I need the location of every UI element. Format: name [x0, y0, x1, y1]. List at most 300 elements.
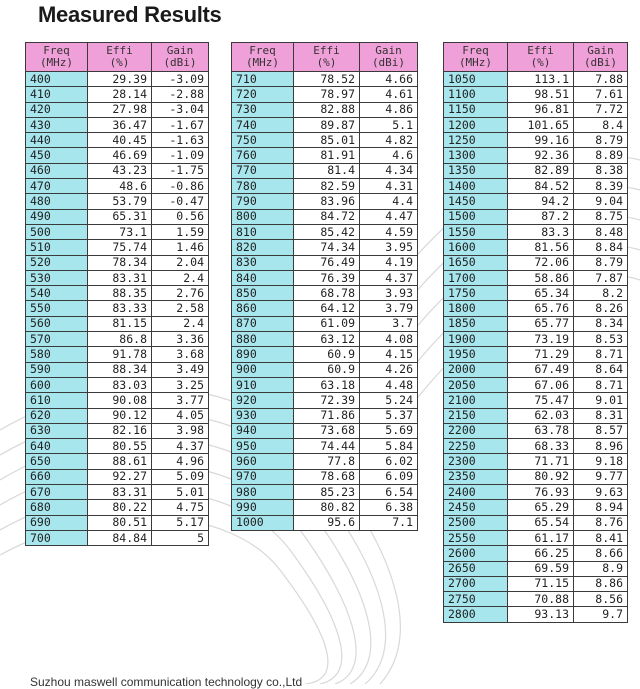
table-row	[232, 72, 418, 87]
table-row	[26, 117, 209, 132]
efficiency-cell: 36.47	[88, 117, 152, 132]
efficiency-cell: 87.2	[508, 209, 574, 224]
gain-cell: 4.66	[360, 72, 418, 87]
table-row	[444, 316, 628, 331]
freq-cell: 850	[232, 286, 294, 301]
efficiency-cell: 101.65	[508, 117, 574, 132]
table-row	[26, 377, 209, 392]
table-row	[232, 179, 418, 194]
gain-cell: -1.09	[152, 148, 209, 163]
table-row	[444, 255, 628, 270]
efficiency-cell: 83.33	[88, 301, 152, 316]
table-row	[444, 561, 628, 576]
gain-cell: 3.79	[360, 301, 418, 316]
freq-cell: 490	[26, 209, 88, 224]
freq-cell: 540	[26, 286, 88, 301]
gain-cell: 3.98	[152, 423, 209, 438]
efficiency-cell: 99.16	[508, 133, 574, 148]
efficiency-cell: 92.27	[88, 469, 152, 484]
table-row	[444, 439, 628, 454]
gain-cell: -1.75	[152, 163, 209, 178]
efficiency-cell: 90.08	[88, 393, 152, 408]
freq-cell: 1100	[444, 87, 508, 102]
efficiency-cell: 78.97	[294, 87, 360, 102]
efficiency-cell: 63.18	[294, 377, 360, 392]
efficiency-cell: 81.15	[88, 316, 152, 331]
freq-cell: 600	[26, 377, 88, 392]
column-header-freq: Freq (MHz)	[232, 43, 294, 72]
gain-cell: -1.63	[152, 133, 209, 148]
gain-cell: 2.4	[152, 316, 209, 331]
efficiency-cell: 66.25	[508, 546, 574, 561]
gain-cell: 5.24	[360, 393, 418, 408]
gain-cell: 4.82	[360, 133, 418, 148]
gain-cell: 8.75	[574, 209, 628, 224]
table-row	[26, 179, 209, 194]
freq-cell: 550	[26, 301, 88, 316]
efficiency-cell: 63.12	[294, 332, 360, 347]
efficiency-cell: 96.81	[508, 102, 574, 117]
efficiency-cell: 86.8	[88, 332, 152, 347]
gain-cell: 2.58	[152, 301, 209, 316]
freq-cell: 500	[26, 224, 88, 239]
header-row	[444, 43, 628, 72]
table-row	[444, 194, 628, 209]
gain-cell: 4.6	[360, 148, 418, 163]
table-row	[26, 255, 209, 270]
gain-cell: 5.84	[360, 439, 418, 454]
efficiency-cell: 83.31	[88, 485, 152, 500]
freq-cell: 760	[232, 148, 294, 163]
efficiency-cell: 61.17	[508, 530, 574, 545]
column-header-gain: Gain (dBi)	[574, 43, 628, 72]
freq-cell: 920	[232, 393, 294, 408]
table-row	[232, 316, 418, 331]
freq-cell: 2800	[444, 607, 508, 622]
gain-cell: 8.34	[574, 316, 628, 331]
table-row	[26, 408, 209, 423]
efficiency-cell: 48.6	[88, 179, 152, 194]
gain-cell: 7.1	[360, 515, 418, 530]
freq-cell: 970	[232, 469, 294, 484]
table-row	[444, 592, 628, 607]
table-row	[444, 332, 628, 347]
freq-cell: 2700	[444, 576, 508, 591]
table-row	[232, 332, 418, 347]
gain-cell: 4.96	[152, 454, 209, 469]
table-row	[444, 117, 628, 132]
freq-cell: 2450	[444, 500, 508, 515]
efficiency-cell: 74.34	[294, 240, 360, 255]
freq-cell: 2250	[444, 439, 508, 454]
freq-cell: 2100	[444, 393, 508, 408]
freq-cell: 750	[232, 133, 294, 148]
table-row	[26, 133, 209, 148]
gain-cell: 6.54	[360, 485, 418, 500]
efficiency-cell: 75.47	[508, 393, 574, 408]
efficiency-cell: 82.88	[294, 102, 360, 117]
efficiency-cell: 63.78	[508, 423, 574, 438]
freq-cell: 790	[232, 194, 294, 209]
freq-cell: 460	[26, 163, 88, 178]
gain-cell: 8.84	[574, 240, 628, 255]
gain-cell: 3.25	[152, 377, 209, 392]
table-row	[26, 423, 209, 438]
gain-cell: 3.68	[152, 347, 209, 362]
gain-cell: -3.04	[152, 102, 209, 117]
table-row	[232, 286, 418, 301]
efficiency-cell: 71.71	[508, 454, 574, 469]
table-row	[444, 72, 628, 87]
company-footer: Suzhou maswell communication technology co.,Ltd	[30, 675, 303, 689]
table-row	[444, 301, 628, 316]
freq-cell: 770	[232, 163, 294, 178]
column-header-effi: Effi (%)	[88, 43, 152, 72]
gain-cell: 8.4	[574, 117, 628, 132]
gain-cell: 7.88	[574, 72, 628, 87]
header-row	[26, 43, 209, 72]
table-row	[232, 423, 418, 438]
gain-cell: 3.36	[152, 332, 209, 347]
freq-cell: 570	[26, 332, 88, 347]
efficiency-cell: 65.29	[508, 500, 574, 515]
table-row	[26, 240, 209, 255]
table-row	[444, 377, 628, 392]
freq-cell: 520	[26, 255, 88, 270]
gain-cell: 8.94	[574, 500, 628, 515]
results-table-3	[443, 42, 628, 623]
gain-cell: 8.86	[574, 576, 628, 591]
gain-cell: 8.56	[574, 592, 628, 607]
efficiency-cell: 83.3	[508, 224, 574, 239]
gain-cell: -3.09	[152, 72, 209, 87]
freq-cell: 1250	[444, 133, 508, 148]
efficiency-cell: 68.78	[294, 286, 360, 301]
table-row	[444, 163, 628, 178]
gain-cell: -2.88	[152, 87, 209, 102]
efficiency-cell: 85.01	[294, 133, 360, 148]
table-row	[232, 377, 418, 392]
efficiency-cell: 78.68	[294, 469, 360, 484]
gain-cell: 6.38	[360, 500, 418, 515]
freq-cell: 510	[26, 240, 88, 255]
efficiency-cell: 94.2	[508, 194, 574, 209]
efficiency-cell: 80.22	[88, 500, 152, 515]
efficiency-cell: 82.16	[88, 423, 152, 438]
table-row	[232, 454, 418, 469]
gain-cell: 8.71	[574, 347, 628, 362]
freq-cell: 1850	[444, 316, 508, 331]
gain-cell: 7.87	[574, 270, 628, 285]
freq-cell: 2350	[444, 469, 508, 484]
table-row	[26, 485, 209, 500]
table-row	[444, 485, 628, 500]
gain-cell: 8.41	[574, 530, 628, 545]
freq-cell: 420	[26, 102, 88, 117]
freq-cell: 840	[232, 270, 294, 285]
efficiency-cell: 65.54	[508, 515, 574, 530]
freq-cell: 870	[232, 316, 294, 331]
gain-cell: 8.89	[574, 148, 628, 163]
freq-cell: 830	[232, 255, 294, 270]
gain-cell: 9.18	[574, 454, 628, 469]
freq-cell: 440	[26, 133, 88, 148]
table-row	[232, 469, 418, 484]
efficiency-cell: 28.14	[88, 87, 152, 102]
efficiency-cell: 71.15	[508, 576, 574, 591]
freq-cell: 820	[232, 240, 294, 255]
freq-cell: 640	[26, 439, 88, 454]
gain-cell: 3.7	[360, 316, 418, 331]
freq-cell: 1150	[444, 102, 508, 117]
efficiency-cell: 80.55	[88, 439, 152, 454]
efficiency-cell: 46.69	[88, 148, 152, 163]
table-row	[26, 270, 209, 285]
gain-cell: 4.75	[152, 500, 209, 515]
column-header-freq: Freq (MHz)	[26, 43, 88, 72]
table-row	[444, 546, 628, 561]
freq-cell: 1600	[444, 240, 508, 255]
efficiency-cell: 76.49	[294, 255, 360, 270]
freq-cell: 630	[26, 423, 88, 438]
efficiency-cell: 65.31	[88, 209, 152, 224]
efficiency-cell: 85.23	[294, 485, 360, 500]
efficiency-cell: 69.59	[508, 561, 574, 576]
efficiency-cell: 84.84	[88, 530, 152, 545]
table-row	[444, 607, 628, 622]
gain-cell: 5	[152, 530, 209, 545]
table-row	[26, 316, 209, 331]
gain-cell: 3.93	[360, 286, 418, 301]
freq-cell: 1750	[444, 286, 508, 301]
table-row	[26, 148, 209, 163]
freq-cell: 530	[26, 270, 88, 285]
gain-cell: 6.09	[360, 469, 418, 484]
freq-cell: 900	[232, 362, 294, 377]
efficiency-cell: 68.33	[508, 439, 574, 454]
efficiency-cell: 89.87	[294, 117, 360, 132]
table-row	[26, 515, 209, 530]
efficiency-cell: 84.72	[294, 209, 360, 224]
table-row	[232, 393, 418, 408]
freq-cell: 2750	[444, 592, 508, 607]
gain-cell: 4.08	[360, 332, 418, 347]
gain-cell: 4.47	[360, 209, 418, 224]
gain-cell: -0.47	[152, 194, 209, 209]
gain-cell: 4.48	[360, 377, 418, 392]
efficiency-cell: 88.35	[88, 286, 152, 301]
efficiency-cell: 72.06	[508, 255, 574, 270]
freq-cell: 2150	[444, 408, 508, 423]
freq-cell: 1450	[444, 194, 508, 209]
gain-cell: 4.86	[360, 102, 418, 117]
freq-cell: 590	[26, 362, 88, 377]
gain-cell: 3.95	[360, 240, 418, 255]
table-row	[232, 408, 418, 423]
efficiency-cell: 113.1	[508, 72, 574, 87]
gain-cell: 8.39	[574, 179, 628, 194]
gain-cell: 5.17	[152, 515, 209, 530]
table-row	[444, 362, 628, 377]
table-row	[232, 133, 418, 148]
table-row	[232, 347, 418, 362]
efficiency-cell: 83.96	[294, 194, 360, 209]
freq-cell: 610	[26, 393, 88, 408]
table-row	[444, 240, 628, 255]
gain-cell: 6.02	[360, 454, 418, 469]
freq-cell: 710	[232, 72, 294, 87]
efficiency-cell: 82.59	[294, 179, 360, 194]
gain-cell: 8.79	[574, 255, 628, 270]
freq-cell: 1900	[444, 332, 508, 347]
table-row	[232, 301, 418, 316]
freq-cell: 400	[26, 72, 88, 87]
freq-cell: 1500	[444, 209, 508, 224]
table-row	[444, 270, 628, 285]
gain-cell: 4.15	[360, 347, 418, 362]
efficiency-cell: 60.9	[294, 362, 360, 377]
efficiency-cell: 64.12	[294, 301, 360, 316]
freq-cell: 940	[232, 423, 294, 438]
table-row	[444, 102, 628, 117]
efficiency-cell: 58.86	[508, 270, 574, 285]
gain-cell: 5.69	[360, 423, 418, 438]
freq-cell: 980	[232, 485, 294, 500]
efficiency-cell: 83.03	[88, 377, 152, 392]
efficiency-cell: 88.34	[88, 362, 152, 377]
freq-cell: 740	[232, 117, 294, 132]
gain-cell: 8.79	[574, 133, 628, 148]
table-row	[232, 255, 418, 270]
gain-cell: 8.96	[574, 439, 628, 454]
freq-cell: 1400	[444, 179, 508, 194]
table-row	[232, 163, 418, 178]
gain-cell: -0.86	[152, 179, 209, 194]
gain-cell: 4.37	[152, 439, 209, 454]
gain-cell: 4.59	[360, 224, 418, 239]
freq-cell: 1350	[444, 163, 508, 178]
gain-cell: 8.71	[574, 377, 628, 392]
efficiency-cell: 80.51	[88, 515, 152, 530]
gain-cell: 8.9	[574, 561, 628, 576]
efficiency-cell: 73.68	[294, 423, 360, 438]
freq-cell: 1800	[444, 301, 508, 316]
efficiency-cell: 60.9	[294, 347, 360, 362]
efficiency-cell: 82.89	[508, 163, 574, 178]
freq-cell: 1950	[444, 347, 508, 362]
freq-cell: 430	[26, 117, 88, 132]
efficiency-cell: 73.1	[88, 224, 152, 239]
table-row	[26, 163, 209, 178]
column-header-gain: Gain (dBi)	[360, 43, 418, 72]
efficiency-cell: 76.93	[508, 485, 574, 500]
gain-cell: 9.01	[574, 393, 628, 408]
freq-cell: 650	[26, 454, 88, 469]
efficiency-cell: 98.51	[508, 87, 574, 102]
gain-cell: 8.48	[574, 224, 628, 239]
gain-cell: 2.04	[152, 255, 209, 270]
freq-cell: 2400	[444, 485, 508, 500]
table-row	[26, 301, 209, 316]
freq-cell: 2500	[444, 515, 508, 530]
table-row	[232, 240, 418, 255]
freq-cell: 2000	[444, 362, 508, 377]
table-row	[444, 224, 628, 239]
gain-cell: 1.46	[152, 240, 209, 255]
table-row	[26, 87, 209, 102]
table-row	[26, 209, 209, 224]
table-row	[444, 408, 628, 423]
efficiency-cell: 27.98	[88, 102, 152, 117]
freq-cell: 960	[232, 454, 294, 469]
efficiency-cell: 67.06	[508, 377, 574, 392]
efficiency-cell: 81.4	[294, 163, 360, 178]
table-row	[26, 439, 209, 454]
gain-cell: 5.01	[152, 485, 209, 500]
efficiency-cell: 81.91	[294, 148, 360, 163]
efficiency-cell: 65.34	[508, 286, 574, 301]
column-header-effi: Effi (%)	[508, 43, 574, 72]
freq-cell: 2650	[444, 561, 508, 576]
efficiency-cell: 71.29	[508, 347, 574, 362]
freq-cell: 860	[232, 301, 294, 316]
freq-cell: 560	[26, 316, 88, 331]
efficiency-cell: 76.39	[294, 270, 360, 285]
table-row	[232, 439, 418, 454]
gain-cell: 7.61	[574, 87, 628, 102]
efficiency-cell: 83.31	[88, 270, 152, 285]
freq-cell: 680	[26, 500, 88, 515]
gain-cell: 4.19	[360, 255, 418, 270]
gain-cell: 5.1	[360, 117, 418, 132]
table-row	[26, 102, 209, 117]
table-row	[444, 133, 628, 148]
efficiency-cell: 65.76	[508, 301, 574, 316]
gain-cell: 4.4	[360, 194, 418, 209]
table-row	[444, 423, 628, 438]
table-row	[444, 286, 628, 301]
column-header-effi: Effi (%)	[294, 43, 360, 72]
gain-cell: 4.34	[360, 163, 418, 178]
efficiency-cell: 77.8	[294, 454, 360, 469]
freq-cell: 700	[26, 530, 88, 545]
gain-cell: 8.26	[574, 301, 628, 316]
table-row	[444, 576, 628, 591]
table-row	[232, 224, 418, 239]
table-row	[232, 194, 418, 209]
freq-cell: 2050	[444, 377, 508, 392]
efficiency-cell: 84.52	[508, 179, 574, 194]
freq-cell: 720	[232, 87, 294, 102]
gain-cell: 8.31	[574, 408, 628, 423]
gain-cell: 9.7	[574, 607, 628, 622]
freq-cell: 690	[26, 515, 88, 530]
results-table-2	[231, 42, 418, 531]
table-row	[232, 87, 418, 102]
gain-cell: 4.05	[152, 408, 209, 423]
table-row	[26, 224, 209, 239]
efficiency-cell: 75.74	[88, 240, 152, 255]
efficiency-cell: 85.42	[294, 224, 360, 239]
freq-cell: 450	[26, 148, 88, 163]
gain-cell: 8.53	[574, 332, 628, 347]
table-row	[26, 332, 209, 347]
freq-cell: 800	[232, 209, 294, 224]
efficiency-cell: 90.12	[88, 408, 152, 423]
freq-cell: 1550	[444, 224, 508, 239]
efficiency-cell: 67.49	[508, 362, 574, 377]
gain-cell: 7.72	[574, 102, 628, 117]
